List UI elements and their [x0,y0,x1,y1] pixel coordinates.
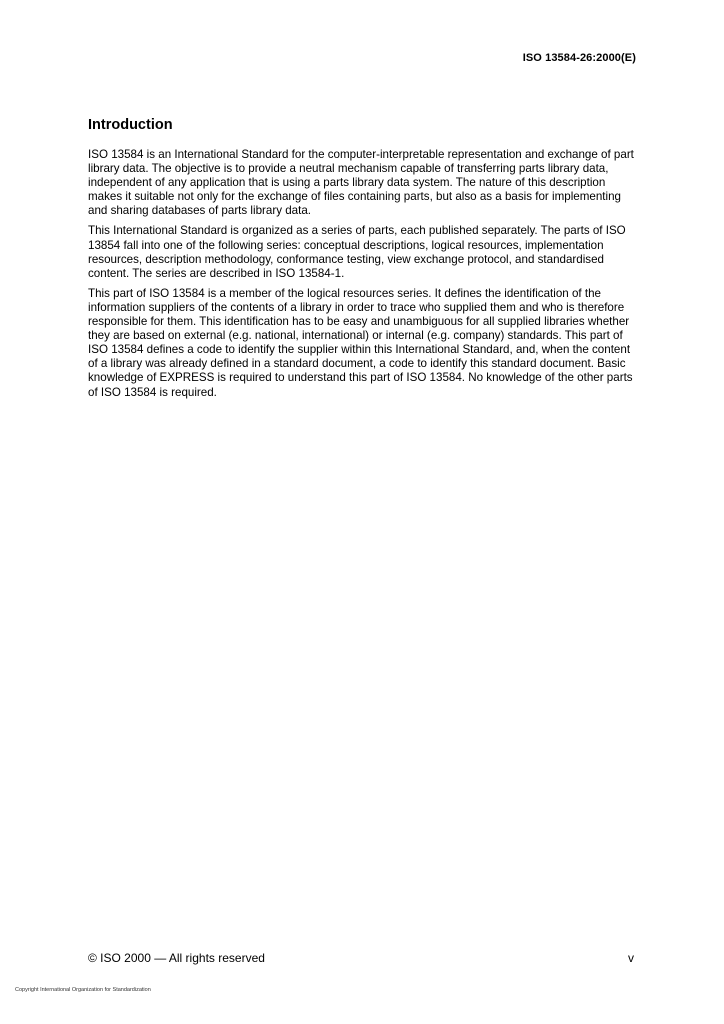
paragraph-3: This part of ISO 13584 is a member of the logical resources series. It defines the identification of the information suppliers of the contents of a library in order to trace who supplied them and who is therefore responsible for them. This identification has to be easy and unambiguous for all supplied libraries whether they are based on external (e.g. national, international) or internal (e.g. company) standards. This part of ISO 13584 defines a code to identify the supplier within this International Standard, and, when the content of a library was already defined in a standard document, a code to identify this standard document. Basic knowledge of EXPRESS is required to understand this part of ISO 13584. No knowledge of the other parts of ISO 13584 is required. [88,286,633,399]
main-content [88,116,636,406]
paragraph-2: This International Standard is organized as a series of parts, each published separately. The parts of ISO 13854 fall into one of the following series: conceptual descriptions, logical resources, implementation resources, description methodology, conformance testing, view exchange protocol, and standardised content. The series are described in ISO 13584-1. [88,224,626,280]
page-number: v [628,951,634,965]
document-identifier: ISO 13584-26:2000(E) [522,52,636,64]
licensing-note: Copyright International Organization for Standardization [15,987,151,993]
paragraph-1: ISO 13584 is an International Standard for the computer-interpretable representation and exchange of part library data. The objective is to provide a neutral mechanism capable of transferring parts library data, independent of any application that is using a parts library data system. The nature of this description makes it suitable not only for the exchange of files containing parts, but also as a basis for implementing and sharing databases of parts library data. [88,148,634,218]
section-title: Introduction [88,117,173,133]
footer-copyright: © ISO 2000 — All rights reserved [88,951,265,965]
